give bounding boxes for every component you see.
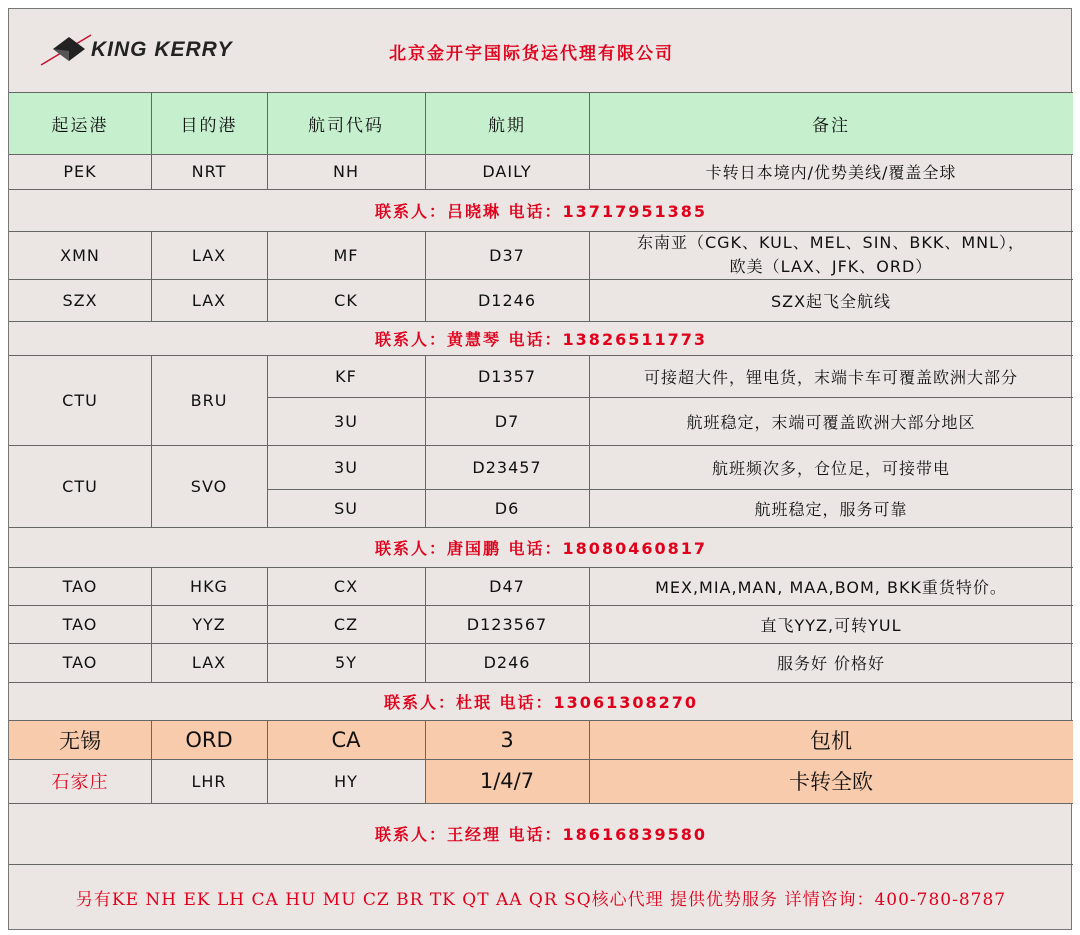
- grid-line: [9, 682, 1073, 683]
- cell-airline: HY: [334, 771, 358, 791]
- cell-note: MEX,MIA,MAN, MAA,BOM, BKK重货特价。: [655, 577, 1007, 597]
- grid-line: [425, 355, 426, 527]
- grid-line: [267, 397, 1073, 398]
- logo-icon: [39, 31, 99, 71]
- cell-origin: CTU: [62, 390, 98, 410]
- cell-origin: TAO: [62, 614, 98, 634]
- cell-dest: LAX: [191, 290, 227, 310]
- grid-line: [151, 720, 152, 803]
- grid-line: [151, 231, 152, 321]
- cell-airline: CX: [333, 576, 359, 596]
- cell-origin: TAO: [62, 576, 98, 596]
- cell-origin: CTU: [62, 476, 98, 496]
- contact-row: 联系人：王经理 电话：18616839580: [374, 825, 708, 844]
- cell-origin: SZX: [62, 290, 98, 310]
- grid-line: [9, 231, 1073, 232]
- cell-schedule: D1246: [477, 290, 537, 310]
- cell-note: [589, 231, 1073, 279]
- grid-line: [9, 154, 1073, 155]
- cell-schedule: DAILY: [482, 162, 532, 181]
- grid-line: [589, 567, 590, 682]
- grid-line: [267, 231, 268, 321]
- grid-line: [589, 92, 590, 189]
- grid-line: [9, 759, 1073, 760]
- cell-origin: 石家庄: [51, 772, 109, 793]
- footer-note: 另有KE NH EK LH CA HU MU CZ BR TK QT AA QR SQ核心代理 提供优势服务 详情咨询：400-780-8787: [75, 890, 1007, 910]
- grid-line: [267, 355, 268, 527]
- cell-schedule: D123567: [466, 614, 548, 634]
- cell-dest: YYZ: [192, 614, 226, 634]
- grid-line: [9, 355, 1073, 356]
- contact-row: 联系人：黄慧琴 电话：13826511773: [374, 329, 708, 349]
- cell-note-line: 欧美（LAX、JFK、ORD）: [729, 257, 933, 276]
- grid-line: [589, 720, 590, 803]
- cell-note: 卡转日本境内/优势美线/覆盖全球: [705, 163, 957, 182]
- cell-dest: HKG: [190, 576, 228, 596]
- cell-note: 直飞YYZ,可转YUL: [760, 615, 902, 635]
- grid-line: [267, 567, 268, 682]
- cell-schedule: 1/4/7: [425, 759, 589, 803]
- logo: [39, 31, 239, 71]
- cell-note: 包机: [589, 720, 1073, 759]
- cell-note: 航班稳定，服务可靠: [754, 499, 908, 519]
- grid-line: [267, 489, 1073, 490]
- grid-line: [151, 355, 152, 527]
- cell-note: 卡转全欧: [589, 759, 1073, 803]
- cell-dest: NRT: [191, 162, 227, 181]
- cell-schedule: D37: [489, 245, 525, 265]
- grid-line: [9, 605, 1073, 606]
- grid-line: [267, 92, 268, 189]
- cell-dest: LAX: [191, 245, 227, 265]
- col-header-dest: 目的港: [151, 93, 267, 154]
- cell-schedule: D7: [494, 411, 520, 431]
- cell-schedule: 3: [425, 720, 589, 759]
- grid-line: [9, 189, 1073, 190]
- contact-row: 联系人：杜珉 电话：13061308270: [383, 692, 699, 712]
- col-header-airline: 航司代码: [267, 93, 425, 154]
- company-name: 北京金开宇国际货运代理有限公司: [389, 44, 674, 64]
- cell-note: SZX起飞全航线: [770, 291, 892, 311]
- grid-line: [425, 231, 426, 321]
- grid-line: [151, 567, 152, 682]
- cell-note: 航班稳定，末端可覆盖欧洲大部分地区: [686, 412, 976, 432]
- grid-line: [589, 231, 590, 321]
- cell-note: 可接超大件，锂电货，末端卡车可覆盖欧洲大部分: [643, 367, 1018, 387]
- grid-line: [9, 720, 1073, 721]
- rate-table: [8, 8, 1072, 930]
- cell-origin: 无锡: [9, 720, 151, 759]
- cell-dest: LAX: [191, 653, 227, 672]
- cell-dest: LHR: [191, 771, 227, 791]
- cell-schedule: D246: [483, 653, 531, 672]
- contact-row: 联系人：唐国鹏 电话：18080460817: [374, 538, 708, 558]
- col-header-origin: 起运港: [9, 93, 151, 154]
- col-header-schedule: 航期: [425, 93, 589, 154]
- cell-dest: SVO: [190, 476, 228, 496]
- brand-name: KING KERRY: [91, 38, 233, 61]
- grid-line: [9, 321, 1073, 322]
- grid-line: [589, 355, 590, 527]
- cell-airline: KF: [335, 366, 357, 386]
- cell-schedule: D23457: [472, 457, 542, 477]
- cell-schedule: D1357: [477, 366, 537, 386]
- cell-airline: CZ: [333, 614, 359, 634]
- grid-line: [9, 864, 1073, 865]
- cell-airline: NH: [333, 162, 359, 181]
- cell-schedule: D6: [494, 498, 520, 518]
- grid-line: [267, 720, 268, 803]
- grid-line: [425, 92, 426, 189]
- cell-airline: SU: [334, 498, 358, 518]
- cell-airline: 3U: [334, 411, 358, 431]
- cell-origin: PEK: [63, 162, 97, 181]
- grid-line: [9, 643, 1073, 644]
- cell-airline: CK: [334, 290, 358, 310]
- contact-row: 联系人：吕晓琳 电话：13717951385: [374, 201, 708, 221]
- cell-dest: BRU: [190, 390, 228, 410]
- grid-line: [9, 445, 1073, 446]
- cell-origin: TAO: [62, 653, 98, 672]
- cell-schedule: D47: [489, 576, 525, 596]
- grid-line: [9, 803, 1073, 804]
- grid-line: [9, 279, 1073, 280]
- grid-line: [425, 567, 426, 682]
- cell-note: 航班频次多，仓位足，可接带电: [711, 458, 950, 478]
- grid-line: [425, 720, 426, 803]
- cell-airline: CA: [267, 720, 425, 759]
- col-header-note: 备注: [589, 93, 1073, 154]
- cell-note: 服务好 价格好: [776, 654, 886, 673]
- cell-airline: 5Y: [335, 653, 357, 672]
- cell-note-line: 东南亚（CGK、KUL、MEL、SIN、BKK、MNL），: [636, 233, 1026, 252]
- cell-dest: ORD: [151, 720, 267, 759]
- grid-line: [9, 92, 1073, 93]
- cell-origin: XMN: [60, 245, 100, 265]
- grid-line: [151, 92, 152, 189]
- cell-airline: MF: [333, 245, 359, 265]
- grid-line: [9, 527, 1073, 528]
- grid-line: [9, 567, 1073, 568]
- cell-airline: 3U: [334, 457, 358, 477]
